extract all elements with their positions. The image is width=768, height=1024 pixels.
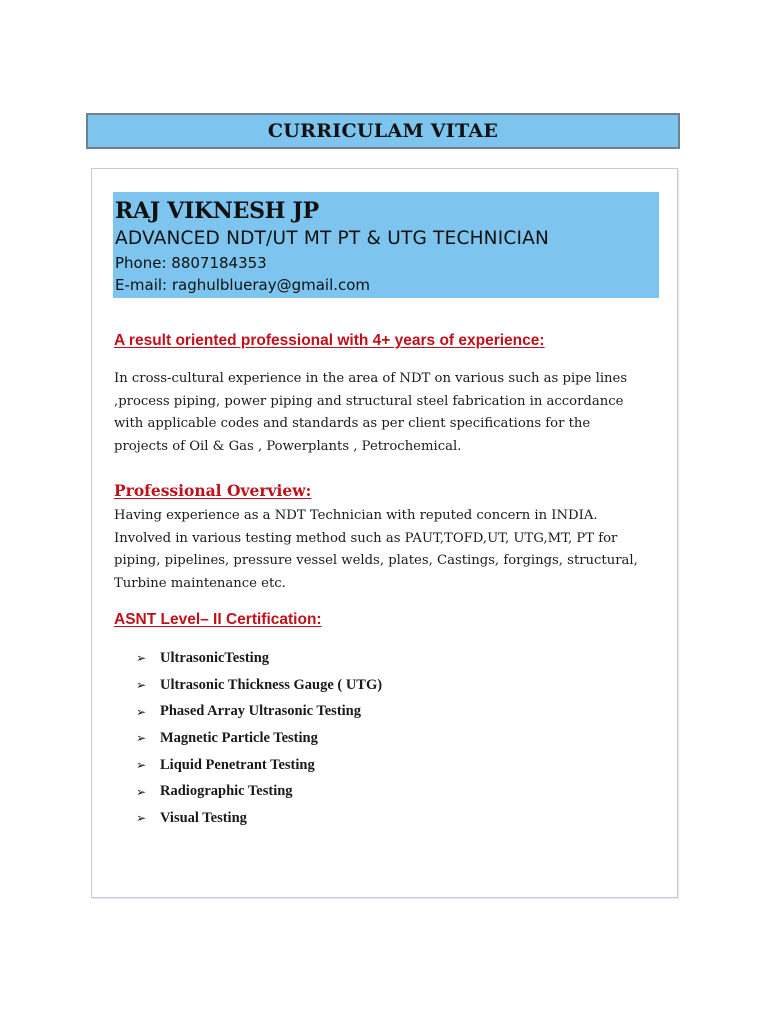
certification-label: Radiographic Testing [160,783,293,800]
certification-label: Ultrasonic Thickness Gauge ( UTG) [160,676,383,693]
certification-label: Visual Testing [160,809,247,826]
document-title: CURRICULAM VITAE [267,120,499,142]
certification-item [136,752,382,779]
certification-item [136,672,382,699]
certification-item [136,805,382,832]
certification-label: Phased Array Ultrasonic Testing [160,703,361,720]
certification-label: Liquid Penetrant Testing [160,756,315,773]
arrow-bullet-icon: ➢ [136,704,147,719]
arrow-bullet-icon: ➢ [136,731,147,746]
certification-list [136,645,382,832]
email-address: E-mail: raghulblueray@gmail.com [115,276,371,294]
arrow-bullet-icon: ➢ [136,678,147,693]
certification-item [136,698,382,725]
arrow-bullet-icon: ➢ [136,811,147,826]
document-title-bar [86,113,680,149]
overview-text: Having experience as a NDT Technician with reputed concern in INDIA. Involved in various testing method such as PAUT,TOFD,UT, UTG,MT, PT for piping, pipelines, pressure vessel welds, plates, Castings, forgings, structural, Turbine maintenance etc. [114,508,638,591]
candidate-name: RAJ VIKNESH JP [115,198,319,224]
summary-text: In cross-cultural experience in the area of NDT on various such as pipe lines ,process piping, power piping and structural steel fabrication in accordance with applicable codes and standards as per client specifications for the projects of Oil & Gas , Powerplants , Petrochemical. [114,371,628,454]
certification-heading: ASNT Level– II Certification: [114,611,322,628]
certification-item [136,645,382,672]
arrow-bullet-icon: ➢ [136,651,147,666]
arrow-bullet-icon: ➢ [136,758,147,773]
arrow-bullet-icon: ➢ [136,784,147,799]
summary-heading: A result oriented professional with 4+ years of experience: [114,332,545,349]
phone-number: Phone: 8807184353 [115,254,267,272]
overview-heading: Professional Overview: [114,481,312,500]
certification-label: UltrasonicTesting [160,649,270,666]
certification-item [136,778,382,805]
candidate-role: ADVANCED NDT/UT MT PT & UTG TECHNICIAN [115,228,550,249]
certification-item [136,725,382,752]
contact-header [113,192,659,298]
certification-label: Magnetic Particle Testing [160,729,318,746]
